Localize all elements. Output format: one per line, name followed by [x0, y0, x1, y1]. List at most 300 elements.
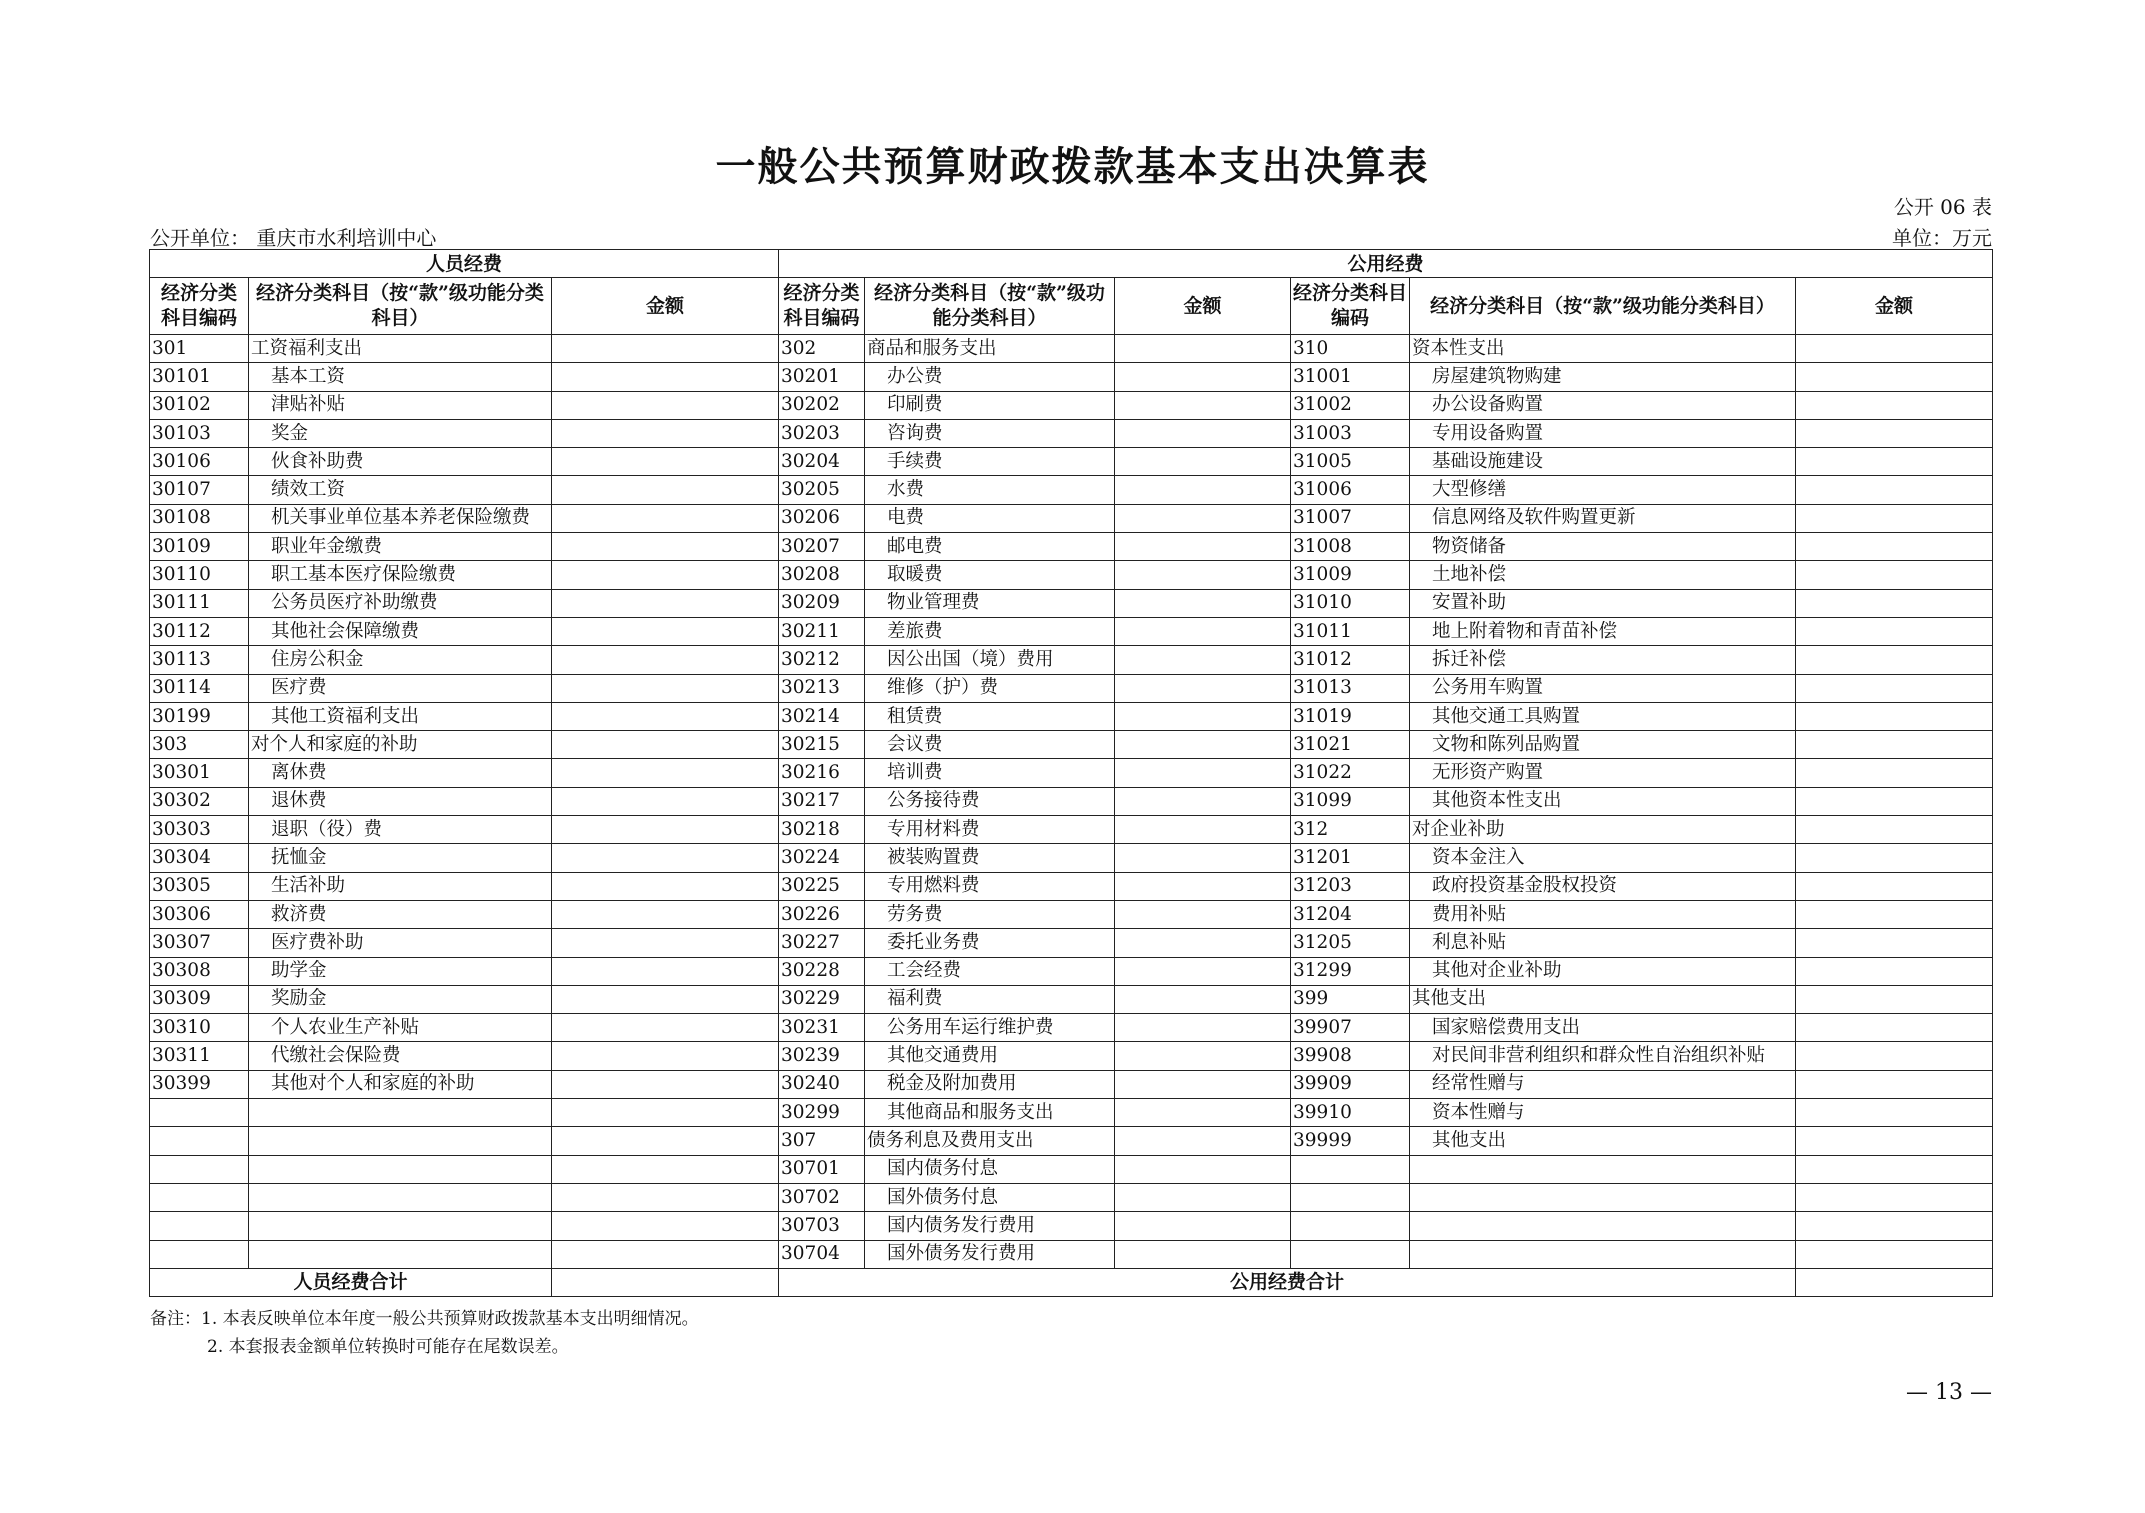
cell-amount-b: [1115, 589, 1291, 617]
cell-amount-b: [1115, 1212, 1291, 1240]
cell-subject-a: [249, 1099, 552, 1127]
cell-amount-c: [1796, 957, 1993, 985]
cell-subject-b: 公务接待费: [865, 787, 1115, 815]
table-row: [150, 872, 1993, 900]
cell-subject-a: 对个人和家庭的补助: [249, 731, 552, 759]
note-1: 备注：1. 本表反映单位本年度一般公共预算财政拨款基本支出明细情况。: [150, 1309, 699, 1329]
table-row: [150, 1127, 1993, 1155]
cell-amount-b: [1115, 533, 1291, 561]
cell-subject-c: 拆迁补偿: [1410, 646, 1796, 674]
cell-code-b: 30209: [779, 589, 865, 617]
cell-subject-a: 个人农业生产补贴: [249, 1014, 552, 1042]
table-body: [150, 335, 1993, 1269]
currency-unit: 单位：万元: [1892, 226, 1992, 250]
cell-subject-a: 离休费: [249, 759, 552, 787]
cell-amount-c: [1796, 646, 1993, 674]
table-row: [150, 674, 1993, 702]
cell-subject-a: 奖励金: [249, 985, 552, 1013]
table-row: [150, 1155, 1993, 1183]
cell-code-a: 30103: [150, 419, 249, 447]
cell-subject-b: 债务利息及费用支出: [865, 1127, 1115, 1155]
cell-subject-c: 其他支出: [1410, 1127, 1796, 1155]
cell-code-c: 31205: [1291, 929, 1410, 957]
cell-amount-b: [1115, 872, 1291, 900]
cell-code-a: 30308: [150, 957, 249, 985]
cell-code-c: 31006: [1291, 476, 1410, 504]
cell-subject-b: 培训费: [865, 759, 1115, 787]
cell-code-b: 30211: [779, 617, 865, 645]
cell-subject-c: 国家赔偿费用支出: [1410, 1014, 1796, 1042]
col-code-a: 经济分类科目编码: [150, 278, 249, 335]
cell-amount-a: [552, 1155, 779, 1183]
cell-code-a: 30303: [150, 816, 249, 844]
cell-subject-c: 信息网络及软件购置更新: [1410, 504, 1796, 532]
cell-code-b: 30214: [779, 702, 865, 730]
cell-amount-c: [1796, 504, 1993, 532]
cell-amount-c: [1796, 391, 1993, 419]
cell-code-b: 30217: [779, 787, 865, 815]
cell-code-c: 39999: [1291, 1127, 1410, 1155]
notes: [150, 1305, 699, 1361]
cell-code-a: 30309: [150, 985, 249, 1013]
col-subject-b: 经济分类科目（按“款”级功能分类科目）: [865, 278, 1115, 335]
cell-amount-c: [1796, 731, 1993, 759]
cell-subject-a: 伙食补助费: [249, 448, 552, 476]
cell-subject-b: 国内债务发行费用: [865, 1212, 1115, 1240]
cell-subject-a: 退职（役）费: [249, 816, 552, 844]
cell-subject-b: 咨询费: [865, 419, 1115, 447]
cell-subject-c: 地上附着物和青苗补偿: [1410, 617, 1796, 645]
cell-code-c: 31201: [1291, 844, 1410, 872]
cell-subject-c: 办公设备购置: [1410, 391, 1796, 419]
table-row: [150, 787, 1993, 815]
cell-subject-a: 职业年金缴费: [249, 533, 552, 561]
cell-code-c: 31002: [1291, 391, 1410, 419]
cell-code-b: 30205: [779, 476, 865, 504]
cell-amount-a: [552, 533, 779, 561]
table-row: [150, 985, 1993, 1013]
cell-subject-a: 医疗费: [249, 674, 552, 702]
cell-code-b: 30701: [779, 1155, 865, 1183]
cell-code-c: [1291, 1155, 1410, 1183]
cell-code-a: 30304: [150, 844, 249, 872]
reporting-unit: 公开单位： 重庆市水利培训中心: [150, 226, 437, 250]
table-row: [150, 646, 1993, 674]
cell-amount-c: [1796, 1127, 1993, 1155]
page-number: — 13 —: [1906, 1380, 1992, 1405]
total-public-label: 公用经费合计: [779, 1268, 1796, 1296]
table-row: [150, 1042, 1993, 1070]
cell-subject-c: 公务用车购置: [1410, 674, 1796, 702]
column-header-row: [150, 278, 1993, 335]
cell-amount-a: [552, 391, 779, 419]
cell-code-c: 31021: [1291, 731, 1410, 759]
cell-amount-b: [1115, 1070, 1291, 1098]
table-row: [150, 589, 1993, 617]
cell-code-b: 30224: [779, 844, 865, 872]
cell-amount-c: [1796, 363, 1993, 391]
cell-subject-a: 退休费: [249, 787, 552, 815]
cell-code-b: 30227: [779, 929, 865, 957]
cell-amount-b: [1115, 476, 1291, 504]
cell-subject-b: 其他商品和服务支出: [865, 1099, 1115, 1127]
cell-amount-c: [1796, 1183, 1993, 1211]
cell-code-c: 39910: [1291, 1099, 1410, 1127]
cell-code-c: 31204: [1291, 900, 1410, 928]
cell-code-c: 39907: [1291, 1014, 1410, 1042]
cell-amount-b: [1115, 844, 1291, 872]
cell-code-a: 30106: [150, 448, 249, 476]
cell-code-c: 39908: [1291, 1042, 1410, 1070]
cell-subject-a: 生活补助: [249, 872, 552, 900]
cell-subject-b: 差旅费: [865, 617, 1115, 645]
cell-amount-a: [552, 816, 779, 844]
cell-subject-c: 经常性赠与: [1410, 1070, 1796, 1098]
cell-code-a: 30311: [150, 1042, 249, 1070]
cell-amount-a: [552, 419, 779, 447]
cell-subject-b: 取暖费: [865, 561, 1115, 589]
cell-amount-c: [1796, 476, 1993, 504]
cell-subject-c: 对企业补助: [1410, 816, 1796, 844]
cell-subject-a: 医疗费补助: [249, 929, 552, 957]
cell-amount-c: [1796, 1070, 1993, 1098]
table-row: [150, 476, 1993, 504]
col-amount-b: 金额: [1115, 278, 1291, 335]
cell-subject-a: 助学金: [249, 957, 552, 985]
cell-subject-b: 电费: [865, 504, 1115, 532]
cell-amount-b: [1115, 1014, 1291, 1042]
page-title: 一般公共预算财政拨款基本支出决算表: [715, 143, 1430, 190]
cell-amount-a: [552, 674, 779, 702]
cell-subject-c: 资本金注入: [1410, 844, 1796, 872]
cell-code-c: 31012: [1291, 646, 1410, 674]
cell-code-b: 30702: [779, 1183, 865, 1211]
cell-amount-c: [1796, 787, 1993, 815]
cell-code-b: 30212: [779, 646, 865, 674]
cell-code-b: 30231: [779, 1014, 865, 1042]
cell-subject-a: 绩效工资: [249, 476, 552, 504]
cell-subject-b: 国外债务付息: [865, 1183, 1115, 1211]
cell-code-c: 31007: [1291, 504, 1410, 532]
cell-subject-b: 手续费: [865, 448, 1115, 476]
cell-amount-c: [1796, 419, 1993, 447]
cell-code-a: [150, 1099, 249, 1127]
cell-subject-c: 政府投资基金股权投资: [1410, 872, 1796, 900]
table-row: [150, 1099, 1993, 1127]
table-row: [150, 731, 1993, 759]
cell-amount-a: [552, 1183, 779, 1211]
cell-subject-b: 税金及附加费用: [865, 1070, 1115, 1098]
col-subject-c: 经济分类科目（按“款”级功能分类科目）: [1410, 278, 1796, 335]
cell-subject-c: 专用设备购置: [1410, 419, 1796, 447]
cell-amount-c: [1796, 1212, 1993, 1240]
cell-amount-a: [552, 929, 779, 957]
cell-amount-b: [1115, 816, 1291, 844]
cell-code-a: [150, 1127, 249, 1155]
cell-subject-c: 利息补贴: [1410, 929, 1796, 957]
cell-code-a: 30107: [150, 476, 249, 504]
cell-code-a: 30113: [150, 646, 249, 674]
cell-subject-c: 物资储备: [1410, 533, 1796, 561]
cell-code-b: 30216: [779, 759, 865, 787]
cell-amount-a: [552, 476, 779, 504]
cell-subject-a: 津贴补贴: [249, 391, 552, 419]
cell-code-c: 31009: [1291, 561, 1410, 589]
cell-amount-b: [1115, 702, 1291, 730]
cell-subject-a: 救济费: [249, 900, 552, 928]
cell-code-a: 30109: [150, 533, 249, 561]
cell-subject-b: 委托业务费: [865, 929, 1115, 957]
cell-subject-b: 因公出国（境）费用: [865, 646, 1115, 674]
cell-subject-b: 维修（护）费: [865, 674, 1115, 702]
cell-code-c: 31022: [1291, 759, 1410, 787]
cell-code-c: 39909: [1291, 1070, 1410, 1098]
cell-amount-a: [552, 985, 779, 1013]
cell-code-b: 30218: [779, 816, 865, 844]
cell-code-b: 30703: [779, 1212, 865, 1240]
cell-code-a: 30302: [150, 787, 249, 815]
cell-subject-c: 无形资产购置: [1410, 759, 1796, 787]
cell-amount-a: [552, 1212, 779, 1240]
cell-subject-b: 专用材料费: [865, 816, 1115, 844]
col-code-b: 经济分类科目编码: [779, 278, 865, 335]
cell-code-b: 30207: [779, 533, 865, 561]
cell-subject-a: 机关事业单位基本养老保险缴费: [249, 504, 552, 532]
table-row: [150, 363, 1993, 391]
table-row: [150, 533, 1993, 561]
cell-subject-a: [249, 1155, 552, 1183]
cell-code-c: 310: [1291, 335, 1410, 363]
cell-amount-b: [1115, 617, 1291, 645]
cell-subject-b: 商品和服务支出: [865, 335, 1115, 363]
cell-amount-b: [1115, 1099, 1291, 1127]
cell-subject-b: 公务用车运行维护费: [865, 1014, 1115, 1042]
cell-amount-a: [552, 1014, 779, 1042]
table-row: [150, 561, 1993, 589]
cell-code-c: 31008: [1291, 533, 1410, 561]
cell-code-c: [1291, 1240, 1410, 1268]
cell-code-c: 31019: [1291, 702, 1410, 730]
cell-subject-a: [249, 1127, 552, 1155]
cell-amount-a: [552, 363, 779, 391]
cell-code-b: 30240: [779, 1070, 865, 1098]
cell-code-c: 31010: [1291, 589, 1410, 617]
table-row: [150, 448, 1993, 476]
cell-subject-c: 费用补贴: [1410, 900, 1796, 928]
table-row: [150, 419, 1993, 447]
cell-code-c: 399: [1291, 985, 1410, 1013]
cell-amount-b: [1115, 957, 1291, 985]
cell-subject-b: 租赁费: [865, 702, 1115, 730]
cell-amount-c: [1796, 1099, 1993, 1127]
cell-amount-b: [1115, 1042, 1291, 1070]
cell-code-a: 30101: [150, 363, 249, 391]
cell-amount-a: [552, 872, 779, 900]
cell-amount-b: [1115, 985, 1291, 1013]
cell-code-b: 30206: [779, 504, 865, 532]
table-row: [150, 816, 1993, 844]
cell-amount-a: [552, 731, 779, 759]
cell-amount-c: [1796, 561, 1993, 589]
table-row: [150, 759, 1993, 787]
cell-code-b: 302: [779, 335, 865, 363]
cell-code-a: 30307: [150, 929, 249, 957]
cell-code-a: 30301: [150, 759, 249, 787]
cell-subject-b: 福利费: [865, 985, 1115, 1013]
cell-subject-c: 其他对企业补助: [1410, 957, 1796, 985]
table-row: [150, 391, 1993, 419]
cell-amount-c: [1796, 759, 1993, 787]
cell-subject-b: 物业管理费: [865, 589, 1115, 617]
cell-amount-b: [1115, 1240, 1291, 1268]
cell-subject-c: 土地补偿: [1410, 561, 1796, 589]
form-number: 公开 06 表: [1893, 195, 1992, 219]
cell-subject-c: 对民间非营利组织和群众性自治组织补贴: [1410, 1042, 1796, 1070]
cell-subject-a: 公务员医疗补助缴费: [249, 589, 552, 617]
cell-subject-c: 其他资本性支出: [1410, 787, 1796, 815]
cell-code-a: [150, 1155, 249, 1183]
cell-amount-b: [1115, 1127, 1291, 1155]
cell-code-a: 30305: [150, 872, 249, 900]
cell-amount-a: [552, 448, 779, 476]
cell-amount-c: [1796, 816, 1993, 844]
cell-amount-a: [552, 702, 779, 730]
cell-amount-b: [1115, 335, 1291, 363]
total-personnel-amount: [552, 1268, 779, 1296]
cell-code-c: 31299: [1291, 957, 1410, 985]
cell-code-a: 30102: [150, 391, 249, 419]
section-header-row: [150, 250, 1993, 278]
cell-code-b: 30203: [779, 419, 865, 447]
cell-subject-c: [1410, 1240, 1796, 1268]
cell-amount-a: [552, 504, 779, 532]
table-row: [150, 617, 1993, 645]
cell-code-a: 30310: [150, 1014, 249, 1042]
cell-subject-a: 抚恤金: [249, 844, 552, 872]
cell-subject-c: [1410, 1155, 1796, 1183]
cell-code-c: 31203: [1291, 872, 1410, 900]
table-row: [150, 957, 1993, 985]
cell-code-b: 30225: [779, 872, 865, 900]
cell-amount-c: [1796, 589, 1993, 617]
cell-code-c: [1291, 1183, 1410, 1211]
cell-amount-c: [1796, 617, 1993, 645]
cell-subject-a: 其他对个人和家庭的补助: [249, 1070, 552, 1098]
cell-code-b: 30228: [779, 957, 865, 985]
cell-amount-b: [1115, 448, 1291, 476]
cell-amount-a: [552, 617, 779, 645]
table-row: [150, 900, 1993, 928]
cell-amount-b: [1115, 929, 1291, 957]
cell-amount-a: [552, 561, 779, 589]
cell-subject-c: 资本性支出: [1410, 335, 1796, 363]
table-row: [150, 1070, 1993, 1098]
cell-code-a: 30114: [150, 674, 249, 702]
cell-code-a: 30110: [150, 561, 249, 589]
total-personnel-label: 人员经费合计: [150, 1268, 552, 1296]
cell-code-c: 312: [1291, 816, 1410, 844]
cell-code-b: 30226: [779, 900, 865, 928]
cell-code-b: 30215: [779, 731, 865, 759]
cell-code-a: 30306: [150, 900, 249, 928]
cell-amount-b: [1115, 731, 1291, 759]
cell-code-c: [1291, 1212, 1410, 1240]
cell-subject-b: 会议费: [865, 731, 1115, 759]
cell-code-a: 30108: [150, 504, 249, 532]
cell-amount-a: [552, 900, 779, 928]
cell-subject-a: 基本工资: [249, 363, 552, 391]
cell-subject-b: 印刷费: [865, 391, 1115, 419]
cell-amount-b: [1115, 674, 1291, 702]
cell-code-c: 31011: [1291, 617, 1410, 645]
cell-code-a: 30111: [150, 589, 249, 617]
cell-subject-a: 其他工资福利支出: [249, 702, 552, 730]
cell-amount-a: [552, 1099, 779, 1127]
cell-code-c: 31099: [1291, 787, 1410, 815]
cell-subject-c: [1410, 1183, 1796, 1211]
cell-subject-b: 其他交通费用: [865, 1042, 1115, 1070]
cell-amount-b: [1115, 504, 1291, 532]
cell-code-a: [150, 1212, 249, 1240]
cell-subject-a: [249, 1183, 552, 1211]
cell-code-b: 30299: [779, 1099, 865, 1127]
total-public-amount: [1796, 1268, 1993, 1296]
cell-subject-c: 其他交通工具购置: [1410, 702, 1796, 730]
cell-subject-c: 安置补助: [1410, 589, 1796, 617]
cell-subject-b: 水费: [865, 476, 1115, 504]
cell-amount-c: [1796, 533, 1993, 561]
cell-code-c: 31005: [1291, 448, 1410, 476]
cell-code-b: 30704: [779, 1240, 865, 1268]
cell-amount-b: [1115, 787, 1291, 815]
cell-amount-a: [552, 646, 779, 674]
cell-subject-b: 国内债务付息: [865, 1155, 1115, 1183]
cell-amount-c: [1796, 929, 1993, 957]
section-public: 公用经费: [779, 250, 1993, 278]
cell-amount-b: [1115, 900, 1291, 928]
table-row: [150, 929, 1993, 957]
cell-amount-c: [1796, 900, 1993, 928]
expenditure-table: [149, 249, 1993, 1297]
cell-code-b: 30204: [779, 448, 865, 476]
col-amount-a: 金额: [552, 278, 779, 335]
cell-subject-a: 奖金: [249, 419, 552, 447]
cell-code-a: 30112: [150, 617, 249, 645]
cell-code-a: [150, 1240, 249, 1268]
col-code-c: 经济分类科目编码: [1291, 278, 1410, 335]
cell-subject-c: 其他支出: [1410, 985, 1796, 1013]
note-2: 2. 本套报表金额单位转换时可能存在尾数误差。: [207, 1337, 569, 1357]
cell-code-b: 30208: [779, 561, 865, 589]
cell-subject-b: 劳务费: [865, 900, 1115, 928]
cell-amount-a: [552, 1070, 779, 1098]
cell-amount-a: [552, 844, 779, 872]
cell-code-a: [150, 1183, 249, 1211]
col-amount-c: 金额: [1796, 278, 1993, 335]
cell-amount-b: [1115, 391, 1291, 419]
cell-amount-b: [1115, 363, 1291, 391]
cell-code-a: 303: [150, 731, 249, 759]
table-row: [150, 1212, 1993, 1240]
table-row: [150, 504, 1993, 532]
cell-code-b: 30229: [779, 985, 865, 1013]
cell-code-a: 301: [150, 335, 249, 363]
cell-subject-a: 住房公积金: [249, 646, 552, 674]
cell-amount-c: [1796, 702, 1993, 730]
cell-subject-c: 房屋建筑物购建: [1410, 363, 1796, 391]
cell-subject-b: 工会经费: [865, 957, 1115, 985]
cell-amount-a: [552, 335, 779, 363]
